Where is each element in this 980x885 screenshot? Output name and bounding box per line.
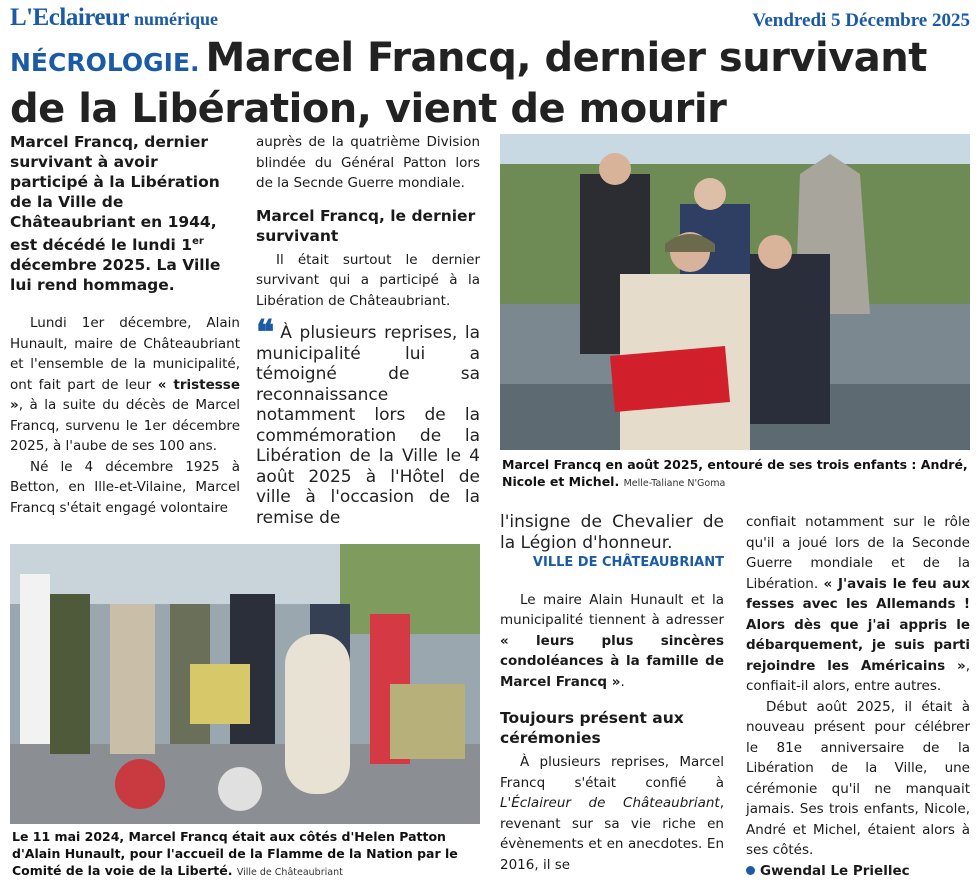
paragraph: Il était surtout le dernier survivant qui a participé à la Libération de Châteaubriant. bbox=[256, 251, 480, 309]
subheading: Toujours présent aux cérémonies bbox=[500, 709, 684, 747]
headline-title: Marcel Francq, dernier survivant de la Libération, vient de mourir bbox=[10, 35, 927, 132]
paragraph-text: , confiait-il alors, entre autres. bbox=[746, 657, 970, 694]
caption-text: Le 11 mai 2024, Marcel Francq était aux côtés d'Helen Patton d'Alain Hunault, pour l'accueil de la Flamme de la Nation par le Comité de la voie de la Liberté. bbox=[12, 829, 458, 878]
lead-sup: er bbox=[192, 236, 204, 247]
column-2 bbox=[256, 132, 480, 528]
photo-ceremony bbox=[10, 544, 480, 824]
paragraph: Né le 4 décembre 1925 à Betton, en Ille-et-Vilaine, Marcel Francq s'était engagé volontaire bbox=[10, 458, 240, 516]
quote-text: « J'avais le feu aux fesses avec les Allemands ! Alors dès que j'ai appris le débarquement, je suis parti rejoindre les Américains » bbox=[746, 575, 970, 674]
photo-family bbox=[500, 134, 970, 450]
paragraph-text: confiait notamment sur le rôle qu'il a joué lors de la Seconde Guerre mondiale et de la Libération. bbox=[746, 514, 970, 592]
paragraph: auprès de la quatrième Division blindée du Général Patton lors de la Secnde Guerre mondiale. bbox=[256, 134, 480, 191]
photo-caption bbox=[502, 456, 970, 492]
photo-credit: Melle-Taliane N'Goma bbox=[623, 478, 726, 489]
paragraph-text: Lundi 1er décembre, Alain Hunault, maire de Châteaubriant et l'ensemble de la municipalité, ont fait part de leur bbox=[10, 315, 240, 393]
paragraph bbox=[500, 590, 724, 693]
pull-quote bbox=[256, 313, 480, 528]
author-name: Gwendal Le Priellec bbox=[760, 862, 910, 879]
column-1 bbox=[10, 132, 240, 518]
pull-quote-text: À plusieurs reprises, la municipalité lui a témoigné de sa reconnaissance notamment lors de la commémoration de la Libération de la Ville le 4 août 2025 à l'Hôtel de ville à l'occasion de la remise de bbox=[256, 323, 480, 528]
photo-caption bbox=[12, 828, 480, 881]
paragraph: Début août 2025, il était à nouveau présent pour célébrer le 81e anniversaire de la Libération de la Ville, une cérémonie qu'il ne manquait jamais. Ses trois enfants, Nicole, André et Michel, étaient alors à ses côtés. bbox=[746, 698, 970, 858]
paragraph-text: Le maire Alain Hunault et la municipalité tiennent à adresser bbox=[500, 591, 724, 628]
family-photo-image bbox=[500, 134, 970, 450]
newspaper-logo-sub: numérique bbox=[134, 9, 219, 29]
column-4 bbox=[746, 512, 970, 881]
newspaper-name: L'Éclaireur de Châteaubriant bbox=[500, 795, 720, 811]
quote-icon: ❝ bbox=[256, 313, 275, 353]
paragraph-text: . bbox=[620, 673, 625, 690]
quote-credit: VILLE DE CHÂTEAUBRIANT bbox=[532, 555, 724, 570]
masthead bbox=[10, 4, 218, 36]
paragraph bbox=[746, 512, 970, 697]
quote-text: « leurs plus sincères condoléances à la famille de Marcel Francq » bbox=[500, 632, 724, 690]
column-3 bbox=[500, 512, 724, 875]
article-lead bbox=[10, 132, 240, 295]
photo-credit: Ville de Châteaubriant bbox=[236, 867, 343, 878]
paragraph bbox=[500, 752, 724, 875]
paragraph bbox=[10, 313, 240, 457]
caption-text: Marcel Francq en août 2025, entouré de ses trois enfants : André, Nicole et Michel. bbox=[502, 457, 968, 489]
issue-date: Vendredi 5 Décembre 2025 bbox=[752, 10, 970, 31]
paragraph-text: , à la suite du décès de Marcel Francq, survenu le 1er décembre 2025, à l'aube de ses 100 ans. bbox=[10, 397, 240, 455]
section-kicker: NÉCROLOGIE. bbox=[10, 48, 200, 77]
lead-text-1: Marcel Francq, dernier survivant à avoir participé à la Libération de la Ville de Châteaubriant en 1944, est décédé le lundi 1 bbox=[10, 133, 220, 255]
lead-text-2: décembre 2025. La Ville lui rend hommage. bbox=[10, 256, 221, 295]
pull-quote-end: l'insigne de Chevalier de la Légion d'honneur. bbox=[500, 512, 724, 553]
article-headline bbox=[10, 35, 970, 132]
paragraph-text: À plusieurs reprises, Marcel Francq s'était confié à bbox=[500, 754, 724, 791]
ceremony-photo-image bbox=[10, 544, 480, 824]
paragraph-text: , revenant sur sa vie riche en évènements et en anecdotes. En 2016, il se bbox=[500, 795, 724, 873]
newspaper-logo: L'Eclaireur bbox=[10, 4, 130, 31]
subheading: Marcel Francq, le dernier survivant bbox=[256, 206, 476, 245]
author-signature bbox=[746, 861, 970, 882]
bullet-icon bbox=[746, 866, 755, 875]
quote-word: « tristesse » bbox=[10, 376, 241, 414]
